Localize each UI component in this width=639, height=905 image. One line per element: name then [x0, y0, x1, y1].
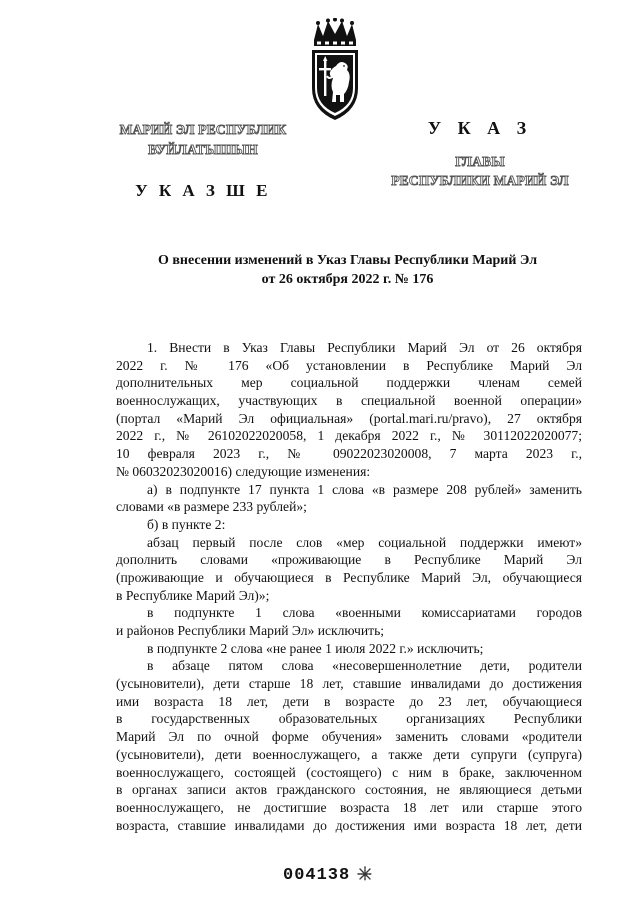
body-line: № 06032023020016) следующие изменения:: [116, 463, 371, 479]
body-line: а) в подпункте 17 пункта 1 слова «в размере 208 рублей» заменить: [147, 481, 582, 497]
header-right-line2: РЕСПУБЛИКИ МАРИЙ ЭЛ: [391, 173, 569, 188]
body-line: (усыновители), дети военнослужащего, а также дети супруги (супруга): [116, 746, 582, 762]
header-left-title: У К А З Ш Е: [135, 181, 271, 200]
body-line: и районов Республики Марий Эл» исключить;: [116, 623, 385, 638]
body-line: дополнительных мер социальной поддержки членам семей: [116, 375, 582, 391]
body-line: ими возраста 18 лет, дети в возрасте до 23 лет, обучающиеся: [116, 693, 582, 709]
star-ornament-icon: [357, 866, 373, 882]
coat-of-arms-icon: [300, 18, 370, 123]
body-line: (усыновители), дети старше 18 лет, ставшие инвалидами до достижения: [116, 676, 582, 692]
body-line: 2022 г. № 176 «Об установлении в Республике Марий Эл: [116, 357, 582, 373]
document-title: [60, 251, 635, 289]
body-line: в абзаце пятом слова «несовершеннолетние дети, родители: [147, 658, 582, 674]
body-line: 1. Внести в Указ Главы Республики Марий Эл от 26 октября: [147, 340, 582, 355]
body-line: (проживающие и обучающиеся в Республике Марий Эл, обучающиеся: [116, 569, 582, 585]
body-line: в органах записи актов гражданского состояния, не являющиеся детьми: [116, 782, 582, 798]
header-right-title: У К А З: [427, 118, 533, 138]
document-title-line1: О внесении изменений в Указ Главы Республики Марий Эл: [157, 253, 538, 268]
header-left-line1: МАРИЙ ЭЛ РЕСПУБЛИК: [119, 122, 287, 137]
body-line: военнослужащего, состоящей (состоящего) с ним в браке, заключенном: [116, 764, 582, 780]
body-line: 2022 г., № 26102022020058, 1 декабря 2022 г., № 30112022020077;: [116, 428, 582, 444]
body-line: возраста, ставшие инвалидами до достижения ими возраста 18 лет, дети: [116, 817, 582, 833]
header-right-line1: ГЛАВЫ: [455, 154, 505, 169]
body-line: (портал «Марий Эл официальная» (portal.mari.ru/pravo), 27 октября: [116, 410, 582, 426]
body-line: в подпункте 1 слова «военными комиссариатами городов: [147, 605, 582, 621]
body-line: в государственных образовательных организациях Республики: [116, 711, 582, 727]
document-body: [116, 339, 582, 834]
body-line: в Республике Марий Эл)»;: [116, 587, 270, 603]
body-line: военнослужащего, не достигшие возраста 18 лет или старше этого: [116, 799, 582, 815]
document-number: 004138: [283, 866, 351, 885]
body-line: абзац первый после слов «мер социальной поддержки имеют»: [147, 534, 582, 550]
body-line: словами «в размере 233 рублей»;: [116, 499, 307, 515]
body-line: 10 февраля 2023 г., № 09022023020008, 7 марта 2023 г.,: [116, 446, 582, 462]
header-left-line2: ВУЙЛАТЫШЫН: [148, 142, 258, 157]
body-line: Марий Эл по очной форме обучения» заменить словами «родители: [116, 729, 582, 745]
header-left-block: [88, 120, 318, 201]
document-title-line2: от 26 октября 2022 г. № 176: [261, 272, 434, 287]
header-right-block: [365, 118, 595, 190]
body-line: в подпункте 2 слова «не ранее 1 июля 2022 г.» исключить;: [147, 640, 484, 656]
body-line: дополнить словами «проживающие в Республике Марий Эл: [116, 552, 582, 568]
body-line: б) в пункте 2:: [147, 516, 226, 532]
body-line: военнослужащих, участвующих в специальной военной операции»: [116, 393, 582, 409]
